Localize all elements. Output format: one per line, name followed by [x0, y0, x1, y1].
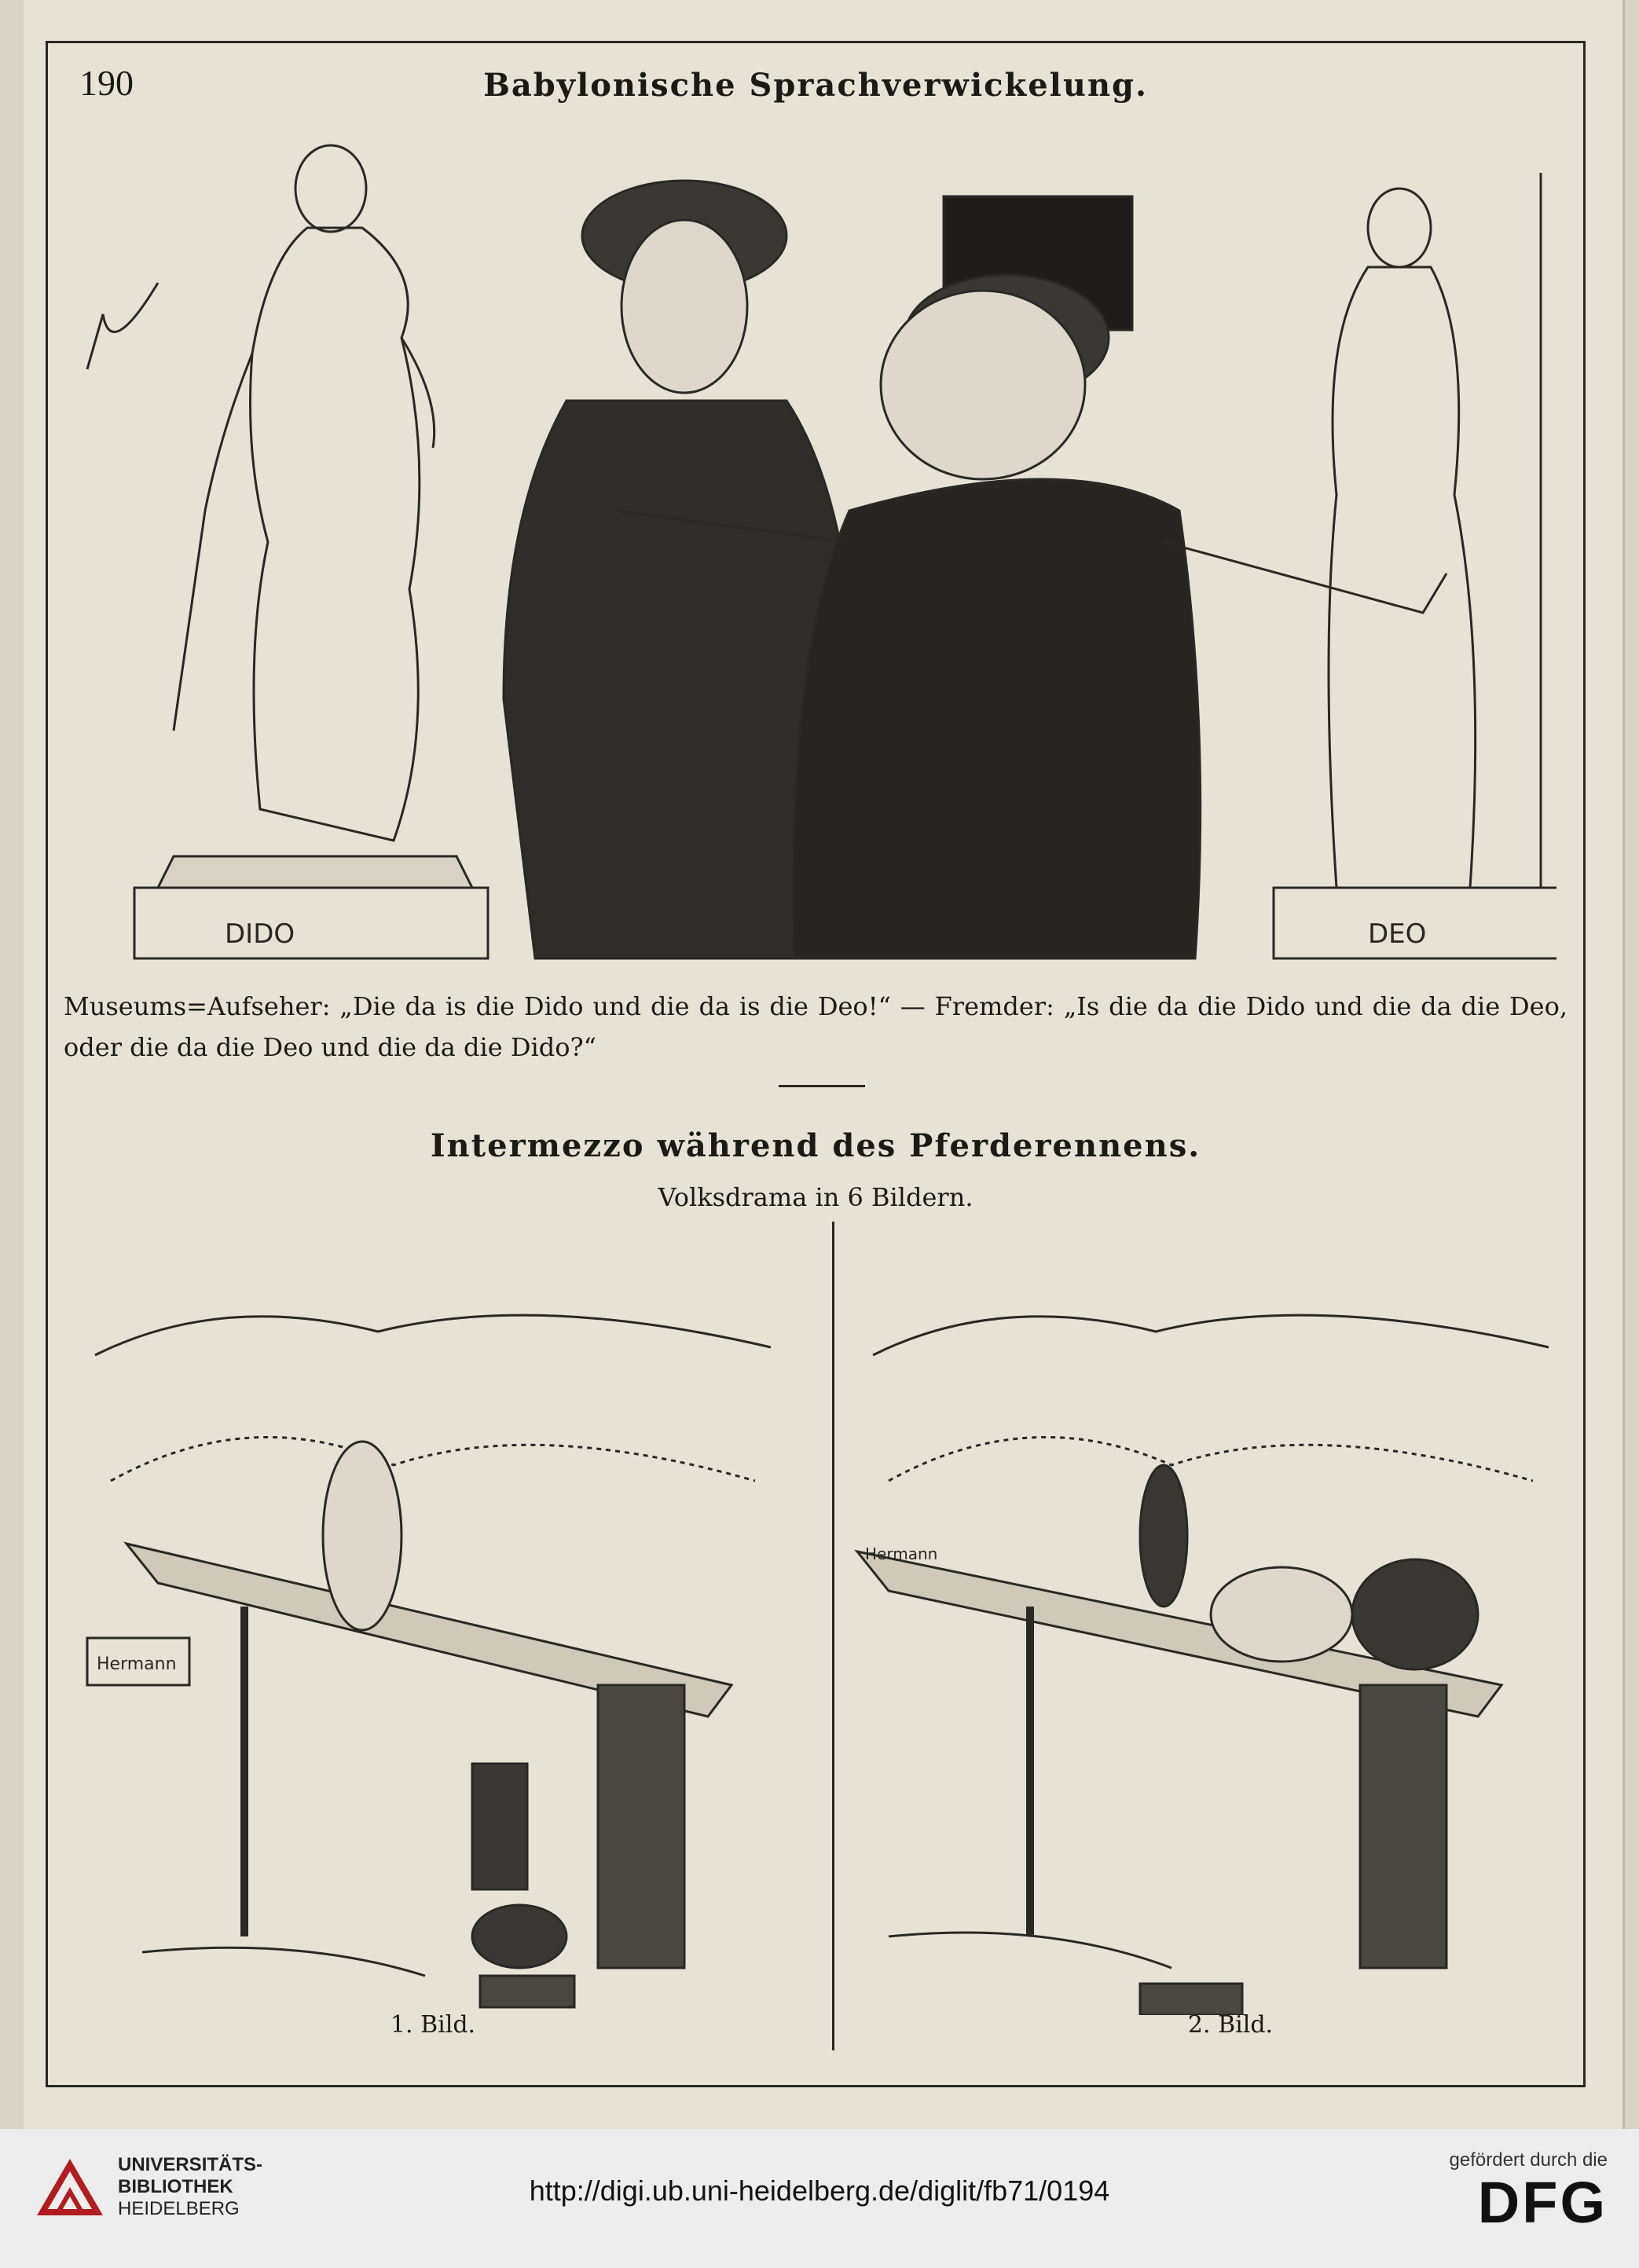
dido-label: DIDO [225, 918, 295, 950]
picture-1-label: 1. Bild. [390, 2011, 476, 2039]
cartoon-title-bottom: Intermezzo während des Pferderennens. [430, 1127, 1201, 1164]
caption-line-1: Museums=Aufseher: „Die da is die Dido und die da is die Deo!“ — Fremder: „Is die da die Dido und [64, 991, 1363, 1021]
picture-2-label: 2. Bild. [1187, 2011, 1274, 2039]
statue-deo [1274, 173, 1556, 958]
sign-hermann-1: Hermann [97, 1654, 177, 1674]
library-line-2: BIBLIOTHEK [118, 2176, 233, 2197]
library-line-1: UNIVERSITÄTS- [118, 2154, 263, 2175]
deo-label: DEO [1368, 918, 1427, 950]
page-number: 190 [79, 63, 134, 103]
dfg-logo: DFG [1477, 2170, 1608, 2235]
permalink-url[interactable]: http://digi.ub.uni-heidelberg.de/diglit/fb71/0194 [529, 2175, 1110, 2207]
cartoon-subtitle: Volksdrama in 6 Bildern. [658, 1182, 974, 1212]
cartoon-caption [64, 986, 1568, 1068]
sign-hermann-2: Hermann [865, 1544, 938, 1563]
section-separator [779, 1085, 865, 1087]
statue-dido [134, 145, 488, 958]
funded-by-text: gefördert durch die [1449, 2149, 1608, 2171]
library-line-3: HEIDELBERG [118, 2198, 240, 2219]
caption-line-2: die da die Deo, oder die da die Deo und die da die Dido?“ [64, 991, 1568, 1062]
cartoon-title-top: Babylonische Sprachverwickelung. [483, 67, 1148, 104]
column-divider [832, 1222, 834, 2050]
page-frame [46, 41, 1586, 2087]
funding-notice [1450, 2149, 1608, 2234]
